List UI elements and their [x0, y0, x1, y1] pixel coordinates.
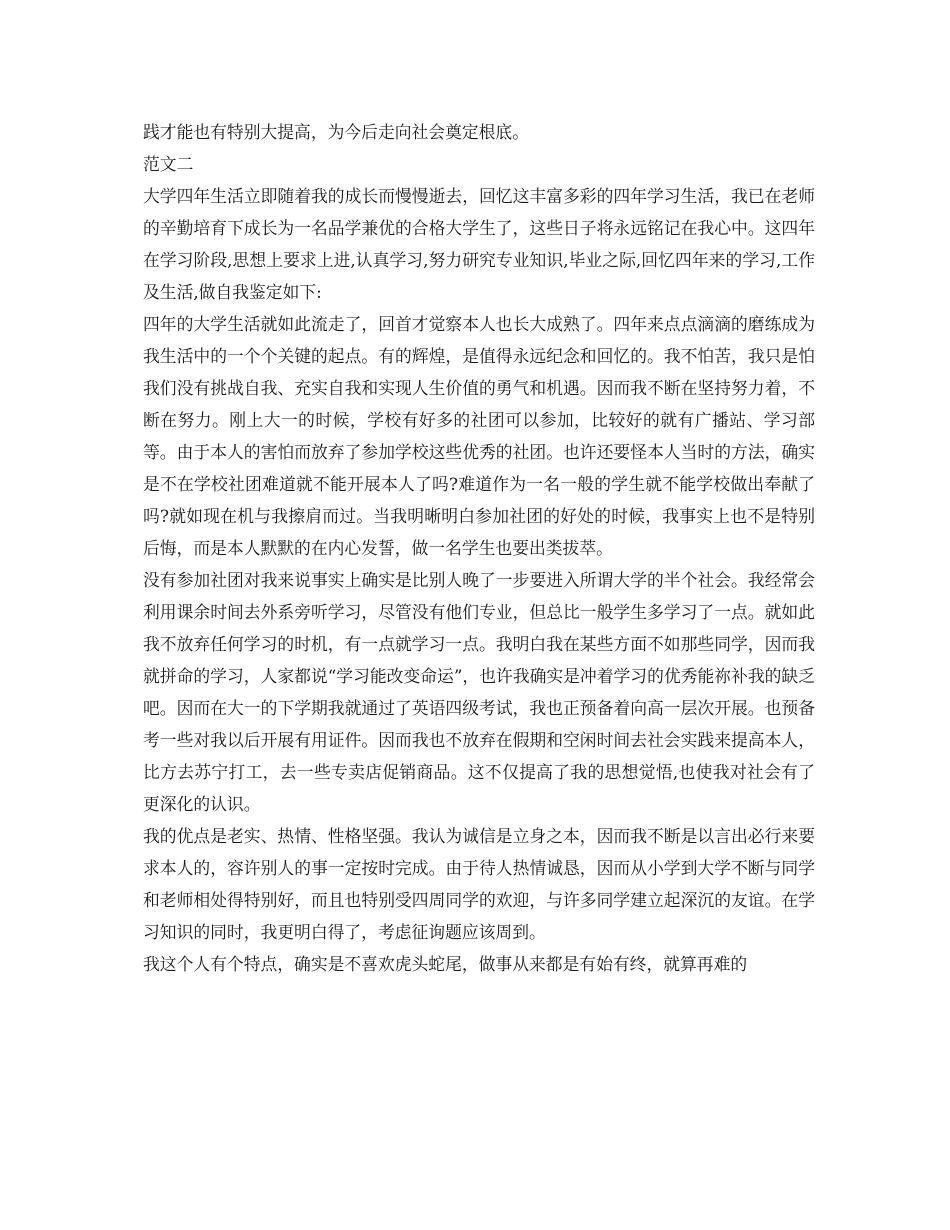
paragraph-intro-tail: 践才能也有特别大提高，为今后走向社会奠定根底。	[143, 122, 529, 142]
paragraph-study: 没有参加社团对我来说事实上确实是比别人晚了一步要进入所谓大学的半个社会。我经常会利用课余时间去外系旁听学习，尽管没有他们专业，但总比一般学生多学习了一点。就如此我不放弃任何学习的时机，有一点就学习一点。我明白我在某些方面不如那些同学，因而我就拼命的学习，人家都说“学习能改变命运”，也许我确实是冲着学习的优秀能祢补我的缺乏吧。因而在大一的下学期我就通过了英语四级考试，我也正预备着向高一层次开展。也预备考一些对我以后开展有用证件。因而我也不放弃在假期和空闲时间去社会实践来提高本人，比方去苏宁打工，去一些专卖店促销商品。这不仅提高了我的思想觉悟,也使我对社会有了更深化的认识。	[143, 570, 815, 814]
paragraph-opening: 大学四年生活立即随着我的成长而慢慢逝去，回忆这丰富多彩的四年学习生活，我已在老师的辛勤培育下成长为一名品学兼优的合格大学生了，这些日子将永远铭记在我心中。这四年在学习阶段,思想上要求上进,认真学习,努力研究专业知识,毕业之际,回忆四年来的学习,工作及生活,做自我鉴定如下:	[143, 186, 815, 302]
document-page	[143, 116, 815, 980]
section-heading: 范文二	[143, 154, 194, 174]
paragraph-strengths: 我的优点是老实、热情、性格坚强。我认为诚信是立身之本，因而我不断是以言出必行来要求本人的，容许别人的事一定按时完成。由于待人热情诚恳，因而从小学到大学不断与同学和老师相处得特别好，而且也特别受四周同学的欢迎，与许多同学建立起深沉的友谊。在学习知识的同时，我更明白得了，考虑征询题应该周到。	[143, 826, 815, 942]
paragraph-four-years: 四年的大学生活就如此流走了，回首才觉察本人也长大成熟了。四年来点点滴滴的磨练成为我生活中的一个个关键的起点。有的辉煌，是值得永远纪念和回忆的。我不怕苦，我只是怕我们没有挑战自我、充实自我和实现人生价值的勇气和机遇。因而我不断在坚持努力着，不断在努力。刚上大一的时候，学校有好多的社团可以参加，比较好的就有广播站、学习部等。由于本人的害怕而放弃了参加学校这些优秀的社团。也许还要怪本人当时的方法，确实是不在学校社团难道就不能开展本人了吗?难道作为一名一般的学生就不能学校做出奉献了吗?就如现在机与我擦肩而过。当我明晰明白参加社团的好处的时候，我事实上也不是特别后悔，而是本人默默的在内心发誓，做一名学生也要出类拔萃。	[143, 314, 815, 558]
paragraph-character: 我这个人有个特点，确实是不喜欢虎头蛇尾，做事从来都是有始有终，就算再难的	[143, 954, 748, 974]
